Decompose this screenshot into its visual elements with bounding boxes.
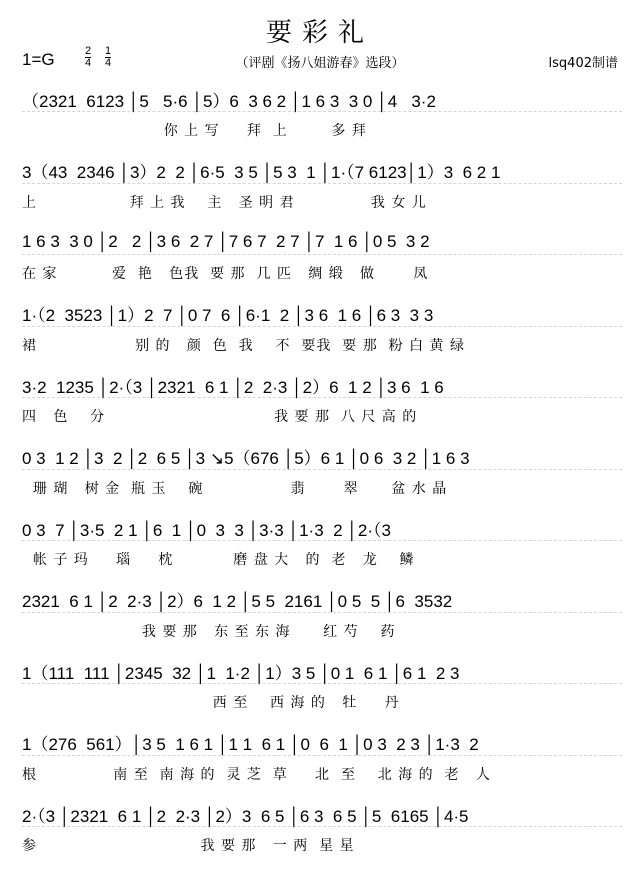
notation-line: 0 3 1 2 │3 2 │2 6 5 │3 ↘5（676 │5）6 1 │0 6 3 2 │1 6 3 bbox=[22, 449, 470, 468]
notation-line: 0 3 7 │3·5 2 1 │6 1 │0 3 3 │3·3 │1·3 2 │2·（3 bbox=[22, 520, 391, 540]
song-title: 要彩礼 bbox=[265, 18, 374, 48]
notation-line: 3·2 1235 │2·（3 │2321 6 1 │2 2·3 │2）6 1 2 │3 6 1 6 bbox=[22, 377, 444, 397]
notation-line: 2321 6 1 │2 2·3 │2）6 1 2 │5 5 2161 │0 5 5 │6 3532 bbox=[22, 592, 453, 611]
notation-line: 1（111 111 │2345 32 │1 1·2 │1）3 5 │0 1 6 1 │6 1 2 3 bbox=[22, 663, 460, 683]
lyric-line: 裙 别 的 颜 色 我 不 要我 要 那 粉 白 黄 绿 bbox=[22, 337, 466, 354]
meter-2-denominator: 4 bbox=[105, 57, 112, 69]
beam-underline bbox=[22, 755, 622, 756]
beam-underline bbox=[22, 397, 622, 398]
notation-line: （2321 6123 │5 5·6 │5）6 3 6 2 │1 6 3 3 0 │4 3·2 bbox=[22, 91, 436, 111]
beam-underline bbox=[22, 612, 622, 613]
subtitle: （评剧《扬八姐游春》选段） bbox=[235, 56, 405, 71]
lyric-line: 西 至 西 海 的 牡 丹 bbox=[22, 695, 400, 711]
beam-underline bbox=[22, 111, 622, 112]
lyric-line: 四 色 分 我 要 那 八 尺 高 的 bbox=[22, 409, 418, 425]
beam-underline bbox=[22, 540, 622, 541]
notation-line: 1 6 3 3 0 │2 2 │3 6 2 7 │7 6 7 2 7 │7 1 6 │0 5 3 2 bbox=[22, 232, 430, 251]
meter-1-denominator: 4 bbox=[85, 57, 92, 69]
notation-line: 1（276 561）│3 5 1 6 1 │1 1 6 1 │0 6 1 │0 3 2 3 │1·3 2 bbox=[22, 735, 479, 754]
notation-line: 3（43 2346 │3）2 2 │6·5 3 5 │5 3 1 │1·（7 6123│1）3 6 2 1 bbox=[22, 163, 501, 182]
lyric-line: 上 拜 上 我 主 圣 明 君 我 女 儿 bbox=[22, 194, 427, 211]
lyric-line: 帐 子 玛 瑙 枕 磨 盘 大 的 老 龙 鳞 bbox=[22, 552, 415, 568]
beam-underline bbox=[22, 683, 622, 684]
key-signature: 1=G bbox=[22, 50, 55, 69]
meter-2-numerator: 1 bbox=[105, 45, 112, 57]
credit: lsq402制谱 bbox=[548, 56, 618, 71]
meter-1-numerator: 2 bbox=[85, 45, 92, 57]
beam-underline bbox=[22, 469, 622, 470]
lyric-line: 在 家 爱 艳 色我 要 那 几 匹 绸 缎 做 凤 bbox=[22, 266, 429, 282]
beam-underline bbox=[22, 326, 622, 327]
lyric-line: 你 上 写 拜 上 多 拜 bbox=[22, 123, 367, 139]
lyric-line: 我 要 那 东 至 东 海 红 芍 药 bbox=[22, 623, 396, 640]
lyric-line: 参 我 要 那 一 两 星 星 bbox=[22, 838, 355, 854]
lyric-line: 珊 瑚 树 金 瓶 玉 碗 翡 翠 盆 水 晶 bbox=[22, 480, 448, 497]
notation-line: 1·（2 3523 │1）2 7 │0 7 6 │6·1 2 │3 6 1 6 │6 3 3 3 bbox=[22, 306, 434, 325]
lyric-line: 根 南 至 南 海 的 灵 芝 草 北 至 北 海 的 老 人 bbox=[22, 766, 491, 783]
beam-underline bbox=[22, 826, 622, 827]
notation-line: 2·（3 │2321 6 1 │2 2·3 │2）3 6 5 │6 3 6 5 │5 6165 │4·5 bbox=[22, 806, 469, 826]
beam-underline bbox=[22, 183, 622, 184]
beam-underline bbox=[22, 254, 622, 255]
